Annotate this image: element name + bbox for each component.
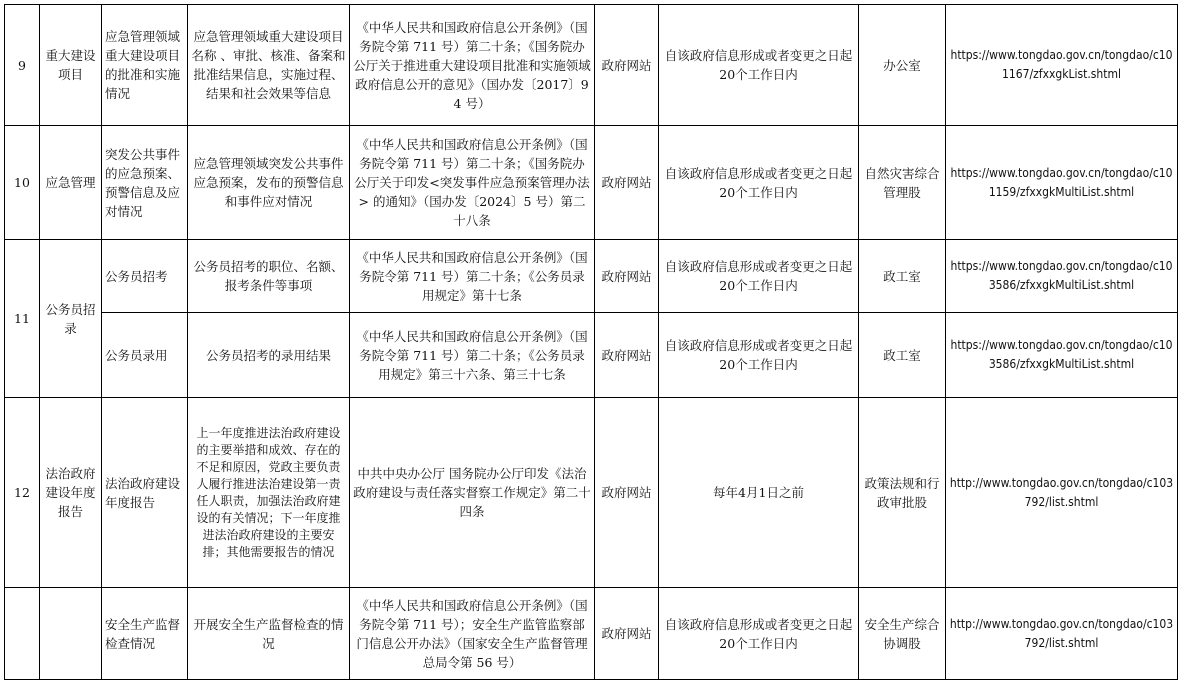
- department-cell: 政工室: [859, 240, 946, 313]
- category-cell: 重大建设项目: [40, 5, 102, 126]
- department-cell: 政策法规和行政审批股: [859, 398, 946, 588]
- time-limit-cell: 自该政府信息形成或者变更之日起20个工作日内: [659, 126, 859, 240]
- table-row: [5, 240, 1178, 313]
- time-limit-cell: 每年4月1日之前: [659, 398, 859, 588]
- url-cell[interactable]: https://www.tongdao.gov.cn/tongdao/c101167/zfxxgkList.shtml: [946, 5, 1178, 126]
- channel-cell: 政府网站: [595, 313, 659, 398]
- item-cell: 法治政府建设年度报告: [102, 398, 188, 588]
- basis-cell: 《中华人民共和国政府信息公开条例》（国务院令第 711 号）；安全生产监管监察部门信息公开办法》（国家安全生产监督管理总局令第 56 号）: [350, 588, 595, 680]
- department-cell: 办公室: [859, 5, 946, 126]
- content-cell: 公务员招考的职位、名额、报考条件等事项: [188, 240, 350, 313]
- row-number: 9: [5, 5, 40, 126]
- department-cell: 政工室: [859, 313, 946, 398]
- category-cell: 应急管理: [40, 126, 102, 240]
- category-cell: 公务员招录: [40, 240, 102, 398]
- channel-cell: 政府网站: [595, 126, 659, 240]
- url-cell[interactable]: https://www.tongdao.gov.cn/tongdao/c101159/zfxxgkMultiList.shtml: [946, 126, 1178, 240]
- content-cell: 应急管理领域突发公共事件应急预案，发布的预警信息和事件应对情况: [188, 126, 350, 240]
- disclosure-table: [4, 4, 1178, 680]
- content-cell: 开展安全生产监督检查的情况: [188, 588, 350, 680]
- content-cell: 公务员招考的录用结果: [188, 313, 350, 398]
- row-number: 10: [5, 126, 40, 240]
- url-cell[interactable]: https://www.tongdao.gov.cn/tongdao/c103586/zfxxgkMultiList.shtml: [946, 313, 1178, 398]
- category-cell: [40, 588, 102, 680]
- item-cell: 公务员招考: [102, 240, 188, 313]
- basis-cell: 《中华人民共和国政府信息公开条例》（国务院令第 711 号）第二十条；《公务员录用规定》第十七条: [350, 240, 595, 313]
- row-number: 12: [5, 398, 40, 588]
- channel-cell: 政府网站: [595, 398, 659, 588]
- channel-cell: 政府网站: [595, 5, 659, 126]
- channel-cell: 政府网站: [595, 240, 659, 313]
- time-limit-cell: 自该政府信息形成或者变更之日起20个工作日内: [659, 240, 859, 313]
- basis-cell: 《中华人民共和国政府信息公开条例》（国务院令第 711 号）第二十条；《公务员录用规定》第三十六条、第三十七条: [350, 313, 595, 398]
- basis-cell: 《中华人民共和国政府信息公开条例》（国务院令第 711 号）第二十条；《国务院办公厅关于推进重大建设项目批准和实施领域政府信息公开的意见》（国办发〔2017〕94 号）: [350, 5, 595, 126]
- channel-cell: 政府网站: [595, 588, 659, 680]
- url-cell[interactable]: https://www.tongdao.gov.cn/tongdao/c103586/zfxxgkMultiList.shtml: [946, 240, 1178, 313]
- time-limit-cell: 自该政府信息形成或者变更之日起20个工作日内: [659, 588, 859, 680]
- time-limit-cell: 自该政府信息形成或者变更之日起20个工作日内: [659, 313, 859, 398]
- item-cell: 公务员录用: [102, 313, 188, 398]
- table-row: [5, 313, 1178, 398]
- url-cell[interactable]: http://www.tongdao.gov.cn/tongdao/c103792/list.shtml: [946, 588, 1178, 680]
- department-cell: 自然灾害综合管理股: [859, 126, 946, 240]
- table-row: [5, 5, 1178, 126]
- item-cell: 应急管理领域重大建设项目的批准和实施情况: [102, 5, 188, 126]
- content-cell: 上一年度推进法治政府建设的主要举措和成效、存在的不足和原因，党政主要负责人履行推进法治建设第一责任人职责，加强法治政府建设的有关情况；下一年度推进法治政府建设的主要安排；其他需要报告的情况: [188, 398, 350, 588]
- table-row: [5, 398, 1178, 588]
- content-cell: 应急管理领域重大建设项目名称 、审批、核准、备案和批准结果信息，实施过程、结果和社会效果等信息: [188, 5, 350, 126]
- item-cell: 突发公共事件的应急预案、预警信息及应对情况: [102, 126, 188, 240]
- table-row: [5, 588, 1178, 680]
- basis-cell: 中共中央办公厅 国务院办公厅印发《法治政府建设与责任落实督察工作规定》第二十四条: [350, 398, 595, 588]
- item-cell: 安全生产监督检查情况: [102, 588, 188, 680]
- basis-cell: 《中华人民共和国政府信息公开条例》（国务院令第 711 号）第二十条；《国务院办公厅关于印发<突发事件应急预案管理办法> 的通知》（国办发〔2024〕5 号）第二十八条: [350, 126, 595, 240]
- time-limit-cell: 自该政府信息形成或者变更之日起20个工作日内: [659, 5, 859, 126]
- row-number: [5, 588, 40, 680]
- row-number: 11: [5, 240, 40, 398]
- department-cell: 安全生产综合协调股: [859, 588, 946, 680]
- table-row: [5, 126, 1178, 240]
- url-cell[interactable]: http://www.tongdao.gov.cn/tongdao/c103792/list.shtml: [946, 398, 1178, 588]
- category-cell: 法治政府建设年度报告: [40, 398, 102, 588]
